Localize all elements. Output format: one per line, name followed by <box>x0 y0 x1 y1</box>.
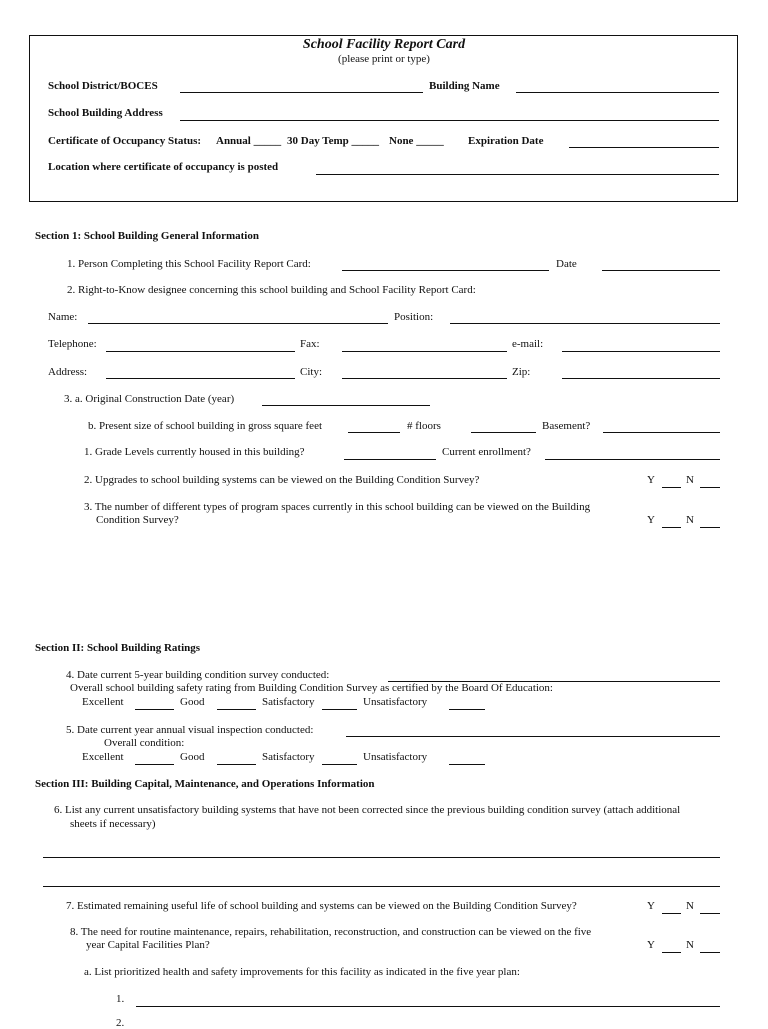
email-label: e-mail: <box>512 338 544 350</box>
q8-label-cont: year Capital Facilities Plan? <box>86 939 210 951</box>
district-field[interactable] <box>180 92 423 93</box>
building-name-field[interactable] <box>516 92 719 93</box>
q4-good-field[interactable] <box>217 709 256 710</box>
q1-person-field[interactable] <box>342 270 549 271</box>
name-field[interactable] <box>88 323 388 324</box>
q7-y-label: Y <box>647 900 655 912</box>
q8-y-field[interactable] <box>662 952 681 953</box>
q2-label: 2. Right-to-Know designee concerning this school building and School Facility Report Card: <box>67 284 476 296</box>
q7-n-field[interactable] <box>700 913 720 914</box>
telephone-label: Telephone: <box>48 338 97 350</box>
program-spaces-label: 3. The number of different types of program spaces currently in this school building can be viewed on the Building <box>84 501 591 513</box>
section2-heading: Section II: School Building Ratings <box>35 642 201 654</box>
mail-address-label: Address: <box>48 366 88 378</box>
q5-overall-label: Overall condition: <box>104 737 185 749</box>
form-subtitle: (please print or type) <box>338 53 430 65</box>
q8a-item-1-number: 1. <box>116 993 125 1005</box>
q5-unsatisfactory-field[interactable] <box>449 764 485 765</box>
q7-y-field[interactable] <box>662 913 681 914</box>
floors-field[interactable] <box>471 432 536 433</box>
district-label: School District/BOCES <box>48 80 158 92</box>
upgrades-y-label: Y <box>647 474 655 486</box>
q5-label: 5. Date current year annual visual inspection conducted: <box>66 724 314 736</box>
mail-address-field[interactable] <box>106 378 295 379</box>
address-field[interactable] <box>180 120 719 121</box>
q8-label: 8. The need for routine maintenance, repairs, rehabilitation, reconstruction, and construction can be viewed on the five <box>70 926 592 938</box>
fax-field[interactable] <box>342 351 507 352</box>
q6-answer-line-2[interactable] <box>43 886 720 887</box>
email-field[interactable] <box>562 351 720 352</box>
program-y-label: Y <box>647 514 655 526</box>
q4-satisfactory-field[interactable] <box>322 709 357 710</box>
basement-label: Basement? <box>542 420 591 432</box>
q6-label-cont: sheets if necessary) <box>70 818 156 830</box>
upgrades-n-field[interactable] <box>700 487 720 488</box>
q4-satisfactory-label: Satisfactory <box>262 696 315 708</box>
q5-satisfactory-field[interactable] <box>322 764 357 765</box>
basement-field[interactable] <box>603 432 720 433</box>
program-y-field[interactable] <box>662 527 681 528</box>
q4-good-label: Good <box>180 696 205 708</box>
cert-status-label: Certificate of Occupancy Status: <box>48 135 202 147</box>
q6-answer-line-1[interactable] <box>43 857 720 858</box>
section3-heading: Section III: Building Capital, Maintenance, and Operations Information <box>35 778 375 790</box>
building-name-label: Building Name <box>429 80 500 92</box>
zip-label: Zip: <box>512 366 531 378</box>
cert-annual[interactable]: Annual _____ <box>216 135 282 147</box>
expiration-field[interactable] <box>569 147 719 148</box>
upgrades-y-field[interactable] <box>662 487 681 488</box>
q4-label: 4. Date current 5-year building condition survey conducted: <box>66 669 330 681</box>
telephone-field[interactable] <box>106 351 295 352</box>
name-label: Name: <box>48 311 78 323</box>
q8-y-label: Y <box>647 939 655 951</box>
q5-excellent-label: Excellent <box>82 751 124 763</box>
floors-label: # floors <box>407 420 441 432</box>
grade-levels-label: 1. Grade Levels currently housed in this building? <box>84 446 305 458</box>
enrollment-label: Current enrollment? <box>442 446 531 458</box>
q5-good-label: Good <box>180 751 205 763</box>
position-field[interactable] <box>450 323 720 324</box>
form-title: School Facility Report Card <box>302 37 466 52</box>
q5-satisfactory-label: Satisfactory <box>262 751 315 763</box>
q5-date-field[interactable] <box>346 736 720 737</box>
q5-unsatisfactory-label: Unsatisfactory <box>363 751 428 763</box>
q6-label: 6. List any current unsatisfactory building systems that have not been corrected since the previous building condition survey (attach additional <box>54 804 681 816</box>
enrollment-field[interactable] <box>545 459 720 460</box>
q7-label: 7. Estimated remaining useful life of school building and systems can be viewed on the Building Condition Survey? <box>66 900 577 912</box>
city-field[interactable] <box>342 378 507 379</box>
cert-none[interactable]: None _____ <box>389 135 444 147</box>
program-n-field[interactable] <box>700 527 720 528</box>
q8-n-field[interactable] <box>700 952 720 953</box>
expiration-label: Expiration Date <box>468 135 544 147</box>
upgrades-label: 2. Upgrades to school building systems can be viewed on the Building Condition Survey? <box>84 474 480 486</box>
q4-unsatisfactory-field[interactable] <box>449 709 485 710</box>
q3a-label: 3. a. Original Construction Date (year) <box>64 393 235 405</box>
zip-field[interactable] <box>562 378 720 379</box>
q7-n-label: N <box>686 900 694 912</box>
q8a-item-1-field[interactable] <box>136 1006 720 1007</box>
cert-temp[interactable]: 30 Day Temp _____ <box>287 135 379 147</box>
q4-excellent-label: Excellent <box>82 696 124 708</box>
position-label: Position: <box>394 311 434 323</box>
q5-excellent-field[interactable] <box>135 764 174 765</box>
q8a-label: a. List prioritized health and safety improvements for this facility as indicated in the five year plan: <box>84 966 520 978</box>
cert-location-field[interactable] <box>316 174 719 175</box>
grade-levels-field[interactable] <box>344 459 436 460</box>
q4-overall-label: Overall school building safety rating from Building Condition Survey as certified by the Board Of Education: <box>70 682 553 694</box>
q3a-field[interactable] <box>262 405 430 406</box>
program-n-label: N <box>686 514 694 526</box>
q4-unsatisfactory-label: Unsatisfactory <box>363 696 428 708</box>
address-label: School Building Address <box>48 107 163 119</box>
section1-heading: Section 1: School Building General Information <box>35 230 259 242</box>
q1-label: 1. Person Completing this School Facility Report Card: <box>67 258 311 270</box>
q1-date-label: Date <box>556 258 577 270</box>
q8a-item-2-number: 2. <box>116 1017 125 1029</box>
q1-date-field[interactable] <box>602 270 720 271</box>
program-spaces-label-cont: Condition Survey? <box>96 514 179 526</box>
q8-n-label: N <box>686 939 694 951</box>
cert-location-label: Location where certificate of occupancy is posted <box>48 161 279 173</box>
city-label: City: <box>300 366 323 378</box>
fax-label: Fax: <box>300 338 320 350</box>
q4-excellent-field[interactable] <box>135 709 174 710</box>
q3b-label: b. Present size of school building in gross square feet <box>88 420 323 432</box>
sqft-field[interactable] <box>348 432 400 433</box>
upgrades-n-label: N <box>686 474 694 486</box>
q5-good-field[interactable] <box>217 764 256 765</box>
